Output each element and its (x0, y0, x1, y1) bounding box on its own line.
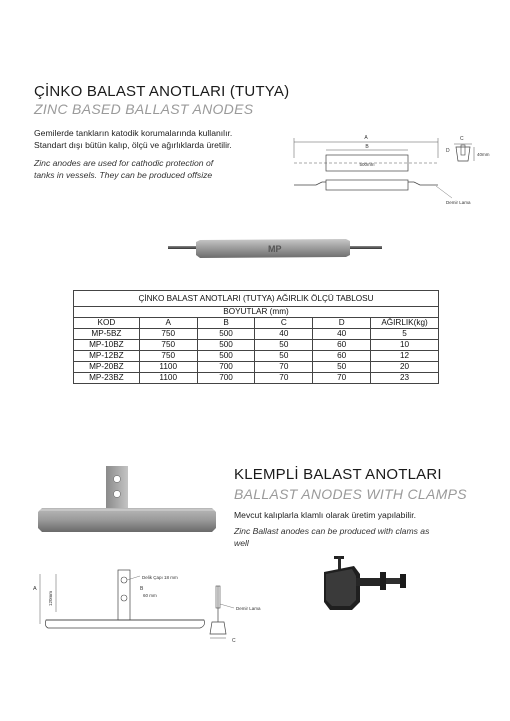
cell-a: 750 (139, 351, 197, 362)
table-row (74, 329, 439, 340)
section2-description-tr: Mevcut kalıplarla klamlı olarak üretim yapılabilir. (234, 510, 416, 520)
cell-d: 50 (313, 362, 371, 373)
cell-d: 40 (313, 329, 371, 340)
cell-a: 750 (139, 329, 197, 340)
table-row (74, 340, 439, 351)
cell-agirlik: 12 (371, 351, 439, 362)
cell-b: 700 (197, 362, 255, 373)
table-row (74, 351, 439, 362)
cell-agirlik: 5 (371, 329, 439, 340)
header-agirlik: AĞIRLIK(kg) (371, 318, 439, 329)
table-title-row (74, 291, 439, 307)
drawing2-dim-120: 120mm (48, 590, 53, 606)
table-row (74, 373, 439, 384)
cell-a: 750 (139, 340, 197, 351)
header-b: B (197, 318, 255, 329)
cell-b: 500 (197, 351, 255, 362)
cell-c: 50 (255, 351, 313, 362)
drawing2-label-b: B (140, 586, 144, 592)
anode-logo: MP (268, 244, 282, 254)
clamp-anode-product-image (34, 460, 220, 540)
section2-title-en: BALLAST ANODES WITH CLAMPS (234, 486, 467, 502)
cell-c: 70 (255, 362, 313, 373)
drawing2-dim-60: 60 mm (143, 593, 157, 598)
table-subtitle-row (74, 307, 439, 318)
section2-desc-en-line-1: Zinc Ballast anodes can be produced with clams as (234, 526, 430, 536)
section1-description-en (34, 158, 284, 181)
table-subtitle: BOYUTLAR (mm) (74, 307, 439, 318)
drawing2-hole-dia: Delik Çapı 18 mm (142, 575, 178, 580)
cell-agirlik: 20 (371, 362, 439, 373)
cell-a: 1100 (139, 373, 197, 384)
drawing2-demir-lama: Demir Lama (236, 606, 261, 611)
table-row (74, 362, 439, 373)
cell-b: 500 (197, 340, 255, 351)
cell-c: 70 (255, 373, 313, 384)
cell-d: 70 (313, 373, 371, 384)
cell-c: 40 (255, 329, 313, 340)
drawing1-label-a: A (364, 135, 368, 141)
desc-tr-line-1: Gemilerde tankların katodik korumalarında kullanılır. (34, 128, 233, 138)
section1-title-en: ZINC BASED BALLAST ANODES (34, 101, 254, 117)
cell-b: 700 (197, 373, 255, 384)
cell-d: 60 (313, 340, 371, 351)
section1-description-tr (34, 128, 284, 151)
desc-en-line-1: Zinc anodes are used for cathodic protection of (34, 158, 214, 168)
cell-agirlik: 23 (371, 373, 439, 384)
table-title: ÇİNKO BALAST ANOTLARI (TUTYA) AĞIRLIK ÖLÇÜ TABLOSU (74, 291, 439, 307)
cell-c: 50 (255, 340, 313, 351)
section1-title-tr: ÇİNKO BALAST ANOTLARI (TUTYA) (34, 83, 290, 100)
drawing2-label-a: A (33, 586, 37, 592)
cell-agirlik: 10 (371, 340, 439, 351)
drawing2-label-c: C (232, 638, 236, 644)
desc-tr-line-2: Standart dışı bütün kalıp, ölçü ve ağırlıklarda üretilir. (34, 139, 232, 150)
drawing1-label-d: D (446, 148, 450, 154)
drawing1-demir-lama: Demir Lama (446, 200, 471, 205)
drawing1-label-c: C (460, 136, 464, 142)
header-a: A (139, 318, 197, 329)
spec-table (73, 290, 439, 384)
header-c: C (255, 318, 313, 329)
header-d: D (313, 318, 371, 329)
section2-description-en (234, 526, 494, 549)
cell-a: 1100 (139, 362, 197, 373)
drawing1-dim-500: 500mm (359, 162, 375, 167)
section2-desc-en-line-2: well (234, 537, 249, 548)
drawing1-dim-40: 40mm (477, 152, 490, 157)
anode-technical-drawing (286, 128, 498, 210)
cell-kod: MP-23BZ (74, 373, 140, 384)
clamp-product-image (316, 552, 410, 614)
clamp-anode-technical-drawing (30, 560, 280, 650)
header-kod: KOD (74, 318, 140, 329)
desc-en-line-2: tanks in vessels. They can be produced offsize (34, 169, 213, 180)
anode-product-image (166, 228, 386, 268)
cell-kod: MP-20BZ (74, 362, 140, 373)
table-header-row (74, 318, 439, 329)
cell-kod: MP-10BZ (74, 340, 140, 351)
cell-kod: MP-5BZ (74, 329, 140, 340)
drawing1-label-b: B (365, 144, 369, 150)
cell-kod: MP-12BZ (74, 351, 140, 362)
cell-b: 500 (197, 329, 255, 340)
section2-title-tr: KLEMPLİ BALAST ANOTLARI (234, 466, 442, 483)
cell-d: 60 (313, 351, 371, 362)
